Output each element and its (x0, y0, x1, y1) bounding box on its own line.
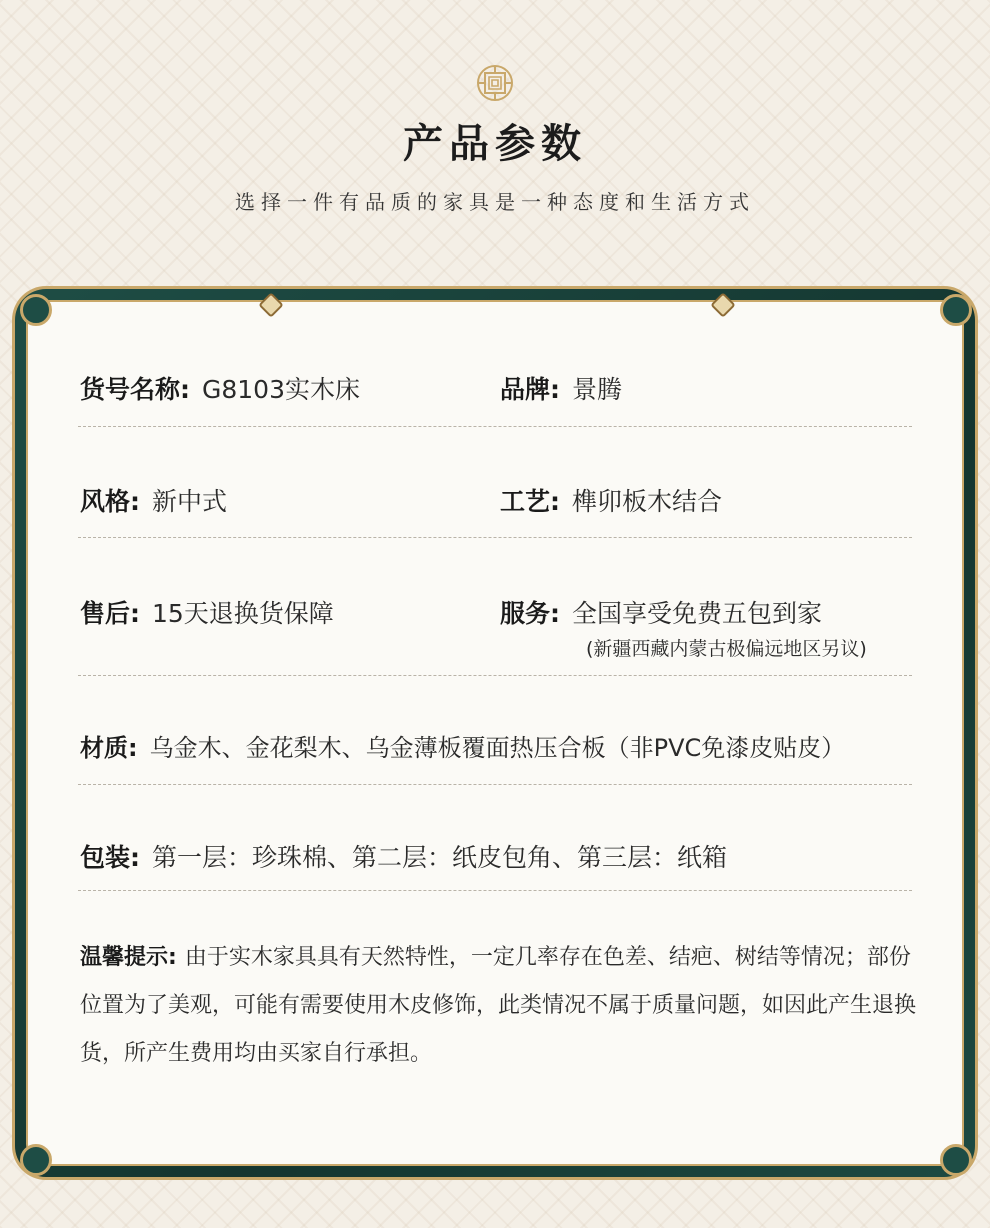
warm-tip (80, 934, 920, 1078)
spec-value: 新中式 (152, 487, 228, 516)
spec-label: 售后: (80, 599, 140, 628)
service-note: (新疆西藏内蒙古极偏远地区另议) (586, 638, 867, 660)
row-divider (78, 784, 912, 785)
spec-value: 乌金木、金花梨木、乌金薄板覆面热压合板（非PVC免漆皮贴皮） (149, 734, 846, 762)
page-title: 产品参数 (403, 121, 587, 167)
tip-label: 温馨提示: (80, 945, 177, 970)
spec-value: 景腾 (572, 375, 623, 404)
spec-label: 品牌: (500, 375, 560, 404)
spec-label: 服务: (500, 599, 560, 628)
spec-label: 风格: (80, 487, 140, 516)
spec-after-sales (80, 594, 334, 630)
spec-value: 全国享受免费五包到家 (572, 599, 823, 628)
spec-style (80, 482, 227, 518)
spec-value: 第一层：珍珠棉、第二层：纸皮包角、第三层：纸箱 (152, 843, 728, 872)
spec-value: 榫卯板木结合 (572, 487, 723, 516)
spec-label: 货号名称: (80, 375, 190, 404)
tip-text: 由于实木家具具有天然特性，一定几率存在色差、结疤、树结等情况；部份位置为了美观，可能有需要使用木皮修饰，此类情况不属于质量问题，如因此产生退换货，所产生费用均由买家自行承担。 (80, 945, 917, 1066)
row-divider (78, 426, 912, 427)
spec-craft (500, 482, 722, 518)
spec-label: 材质: (80, 734, 138, 762)
row-divider (78, 890, 912, 891)
spec-material (80, 728, 845, 764)
spec-label: 工艺: (500, 487, 560, 516)
spec-label: 包装: (80, 843, 140, 872)
row-divider (78, 537, 912, 538)
spec-service (500, 594, 822, 630)
row-divider (78, 675, 912, 676)
spec-packaging (80, 838, 727, 874)
spec-item-name (80, 370, 360, 406)
spec-value: G8103实木床 (202, 375, 360, 404)
spec-value: 15天退换货保障 (152, 599, 334, 628)
page-subtitle: 选择一件有品质的家具是一种态度和生活方式 (235, 190, 755, 214)
spec-brand (500, 370, 622, 406)
